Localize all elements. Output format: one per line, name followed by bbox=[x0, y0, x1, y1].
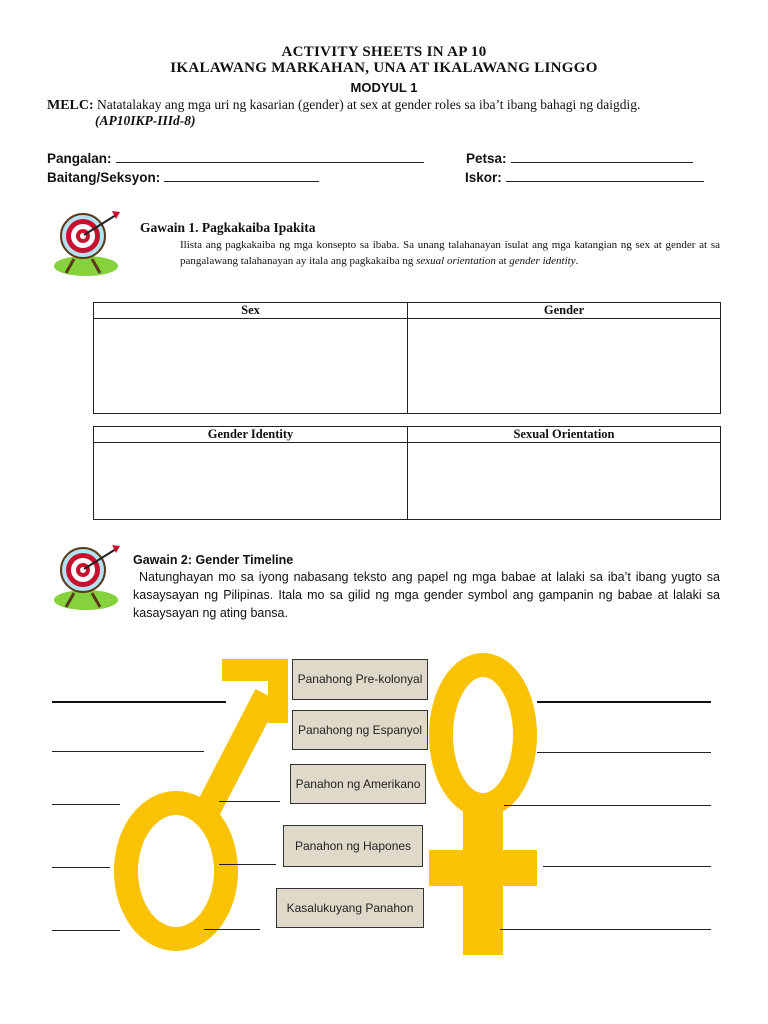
answer-line[interactable] bbox=[504, 805, 711, 806]
answer-line[interactable] bbox=[52, 867, 110, 868]
score-line[interactable] bbox=[506, 169, 704, 182]
female-symbol-icon bbox=[425, 645, 555, 960]
gender-identity-answer-cell[interactable] bbox=[94, 443, 408, 520]
date-label: Petsa: bbox=[466, 151, 507, 166]
answer-line[interactable] bbox=[52, 701, 226, 703]
era-box-american: Panahon ng Amerikano bbox=[290, 764, 426, 804]
section-line[interactable] bbox=[164, 169, 319, 182]
section-field[interactable] bbox=[47, 169, 319, 185]
era-box-present: Kasalukuyang Panahon bbox=[276, 888, 424, 928]
name-field[interactable] bbox=[47, 150, 424, 166]
answer-line[interactable] bbox=[543, 866, 711, 867]
answer-line[interactable] bbox=[537, 752, 711, 753]
instructions-emphasis: gender identity bbox=[509, 254, 576, 267]
answer-line[interactable] bbox=[537, 701, 711, 703]
identity-orientation-table bbox=[93, 426, 721, 520]
instructions-emphasis: sexual orientation bbox=[416, 254, 496, 267]
gender-identity-column-header: Gender Identity bbox=[94, 427, 408, 443]
instructions-text: at bbox=[495, 254, 510, 267]
activity2-title: Gawain 2: Gender Timeline bbox=[133, 553, 294, 567]
activity1-title: Gawain 1. Pagkakaiba Ipakita bbox=[140, 220, 316, 235]
module-label: MODYUL 1 bbox=[350, 80, 418, 95]
era-box-spanish: Panahong ng Espanyol bbox=[292, 710, 428, 750]
answer-line[interactable] bbox=[52, 804, 120, 805]
sexual-orientation-answer-cell[interactable] bbox=[408, 443, 721, 520]
answer-line[interactable] bbox=[219, 801, 280, 802]
answer-line[interactable] bbox=[500, 929, 711, 930]
sheet-title: ACTIVITY SHEETS IN AP 10 bbox=[281, 44, 487, 60]
activity2-instructions: Natunghayan mo sa iyong nabasang teksto ang papel ng mga babae at lalaki sa iba’t ibang yugto sa kasaysayan ng Pilipinas. Itala mo sa gilid ng mga gender symbol ang gampanin ng babae at lalaki sa kasaysayan ng ating bansa. bbox=[133, 570, 720, 620]
score-field[interactable] bbox=[465, 169, 704, 185]
era-box-japanese: Panahon ng Hapones bbox=[283, 825, 423, 867]
instructions-text: Ilista ang pagkakaiba ng mga konsepto sa ibaba. Sa unang talahanayan isulat ang mga katangian ng sex at gender at sa pangalawang talahanayan ay itala ang pagkakaiba ng bbox=[180, 239, 720, 267]
target-icon bbox=[50, 537, 122, 613]
answer-line[interactable] bbox=[204, 929, 260, 930]
era-box-precolonial: Panahong Pre-kolonyal bbox=[292, 659, 428, 700]
melc-code: (AP10IKP-IIId-8) bbox=[95, 113, 196, 128]
activity1-instructions bbox=[180, 238, 720, 269]
date-line[interactable] bbox=[511, 150, 693, 163]
sex-gender-table bbox=[93, 302, 721, 414]
melc-statement bbox=[47, 97, 640, 114]
section-label: Baitang/Seksyon: bbox=[47, 170, 161, 185]
gender-answer-cell[interactable] bbox=[408, 319, 721, 414]
answer-line[interactable] bbox=[52, 751, 204, 752]
target-icon bbox=[50, 203, 122, 279]
sexual-orientation-column-header: Sexual Orientation bbox=[408, 427, 721, 443]
melc-text: Natatalakay ang mga uri ng kasarian (gender) at sex at gender roles sa iba’t ibang bahagi ng daigdig. bbox=[97, 97, 641, 112]
score-label: Iskor: bbox=[465, 170, 502, 185]
gender-column-header: Gender bbox=[408, 303, 721, 319]
sheet-subtitle: IKALAWANG MARKAHAN, UNA AT IKALAWANG LINGGO bbox=[170, 60, 598, 76]
name-line[interactable] bbox=[116, 150, 424, 163]
sex-column-header: Sex bbox=[94, 303, 408, 319]
sex-answer-cell[interactable] bbox=[94, 319, 408, 414]
date-field[interactable] bbox=[466, 150, 693, 166]
name-label: Pangalan: bbox=[47, 151, 112, 166]
melc-label: MELC: bbox=[47, 98, 94, 113]
instructions-text: . bbox=[575, 254, 579, 267]
answer-line[interactable] bbox=[219, 864, 276, 865]
answer-line[interactable] bbox=[52, 930, 120, 931]
